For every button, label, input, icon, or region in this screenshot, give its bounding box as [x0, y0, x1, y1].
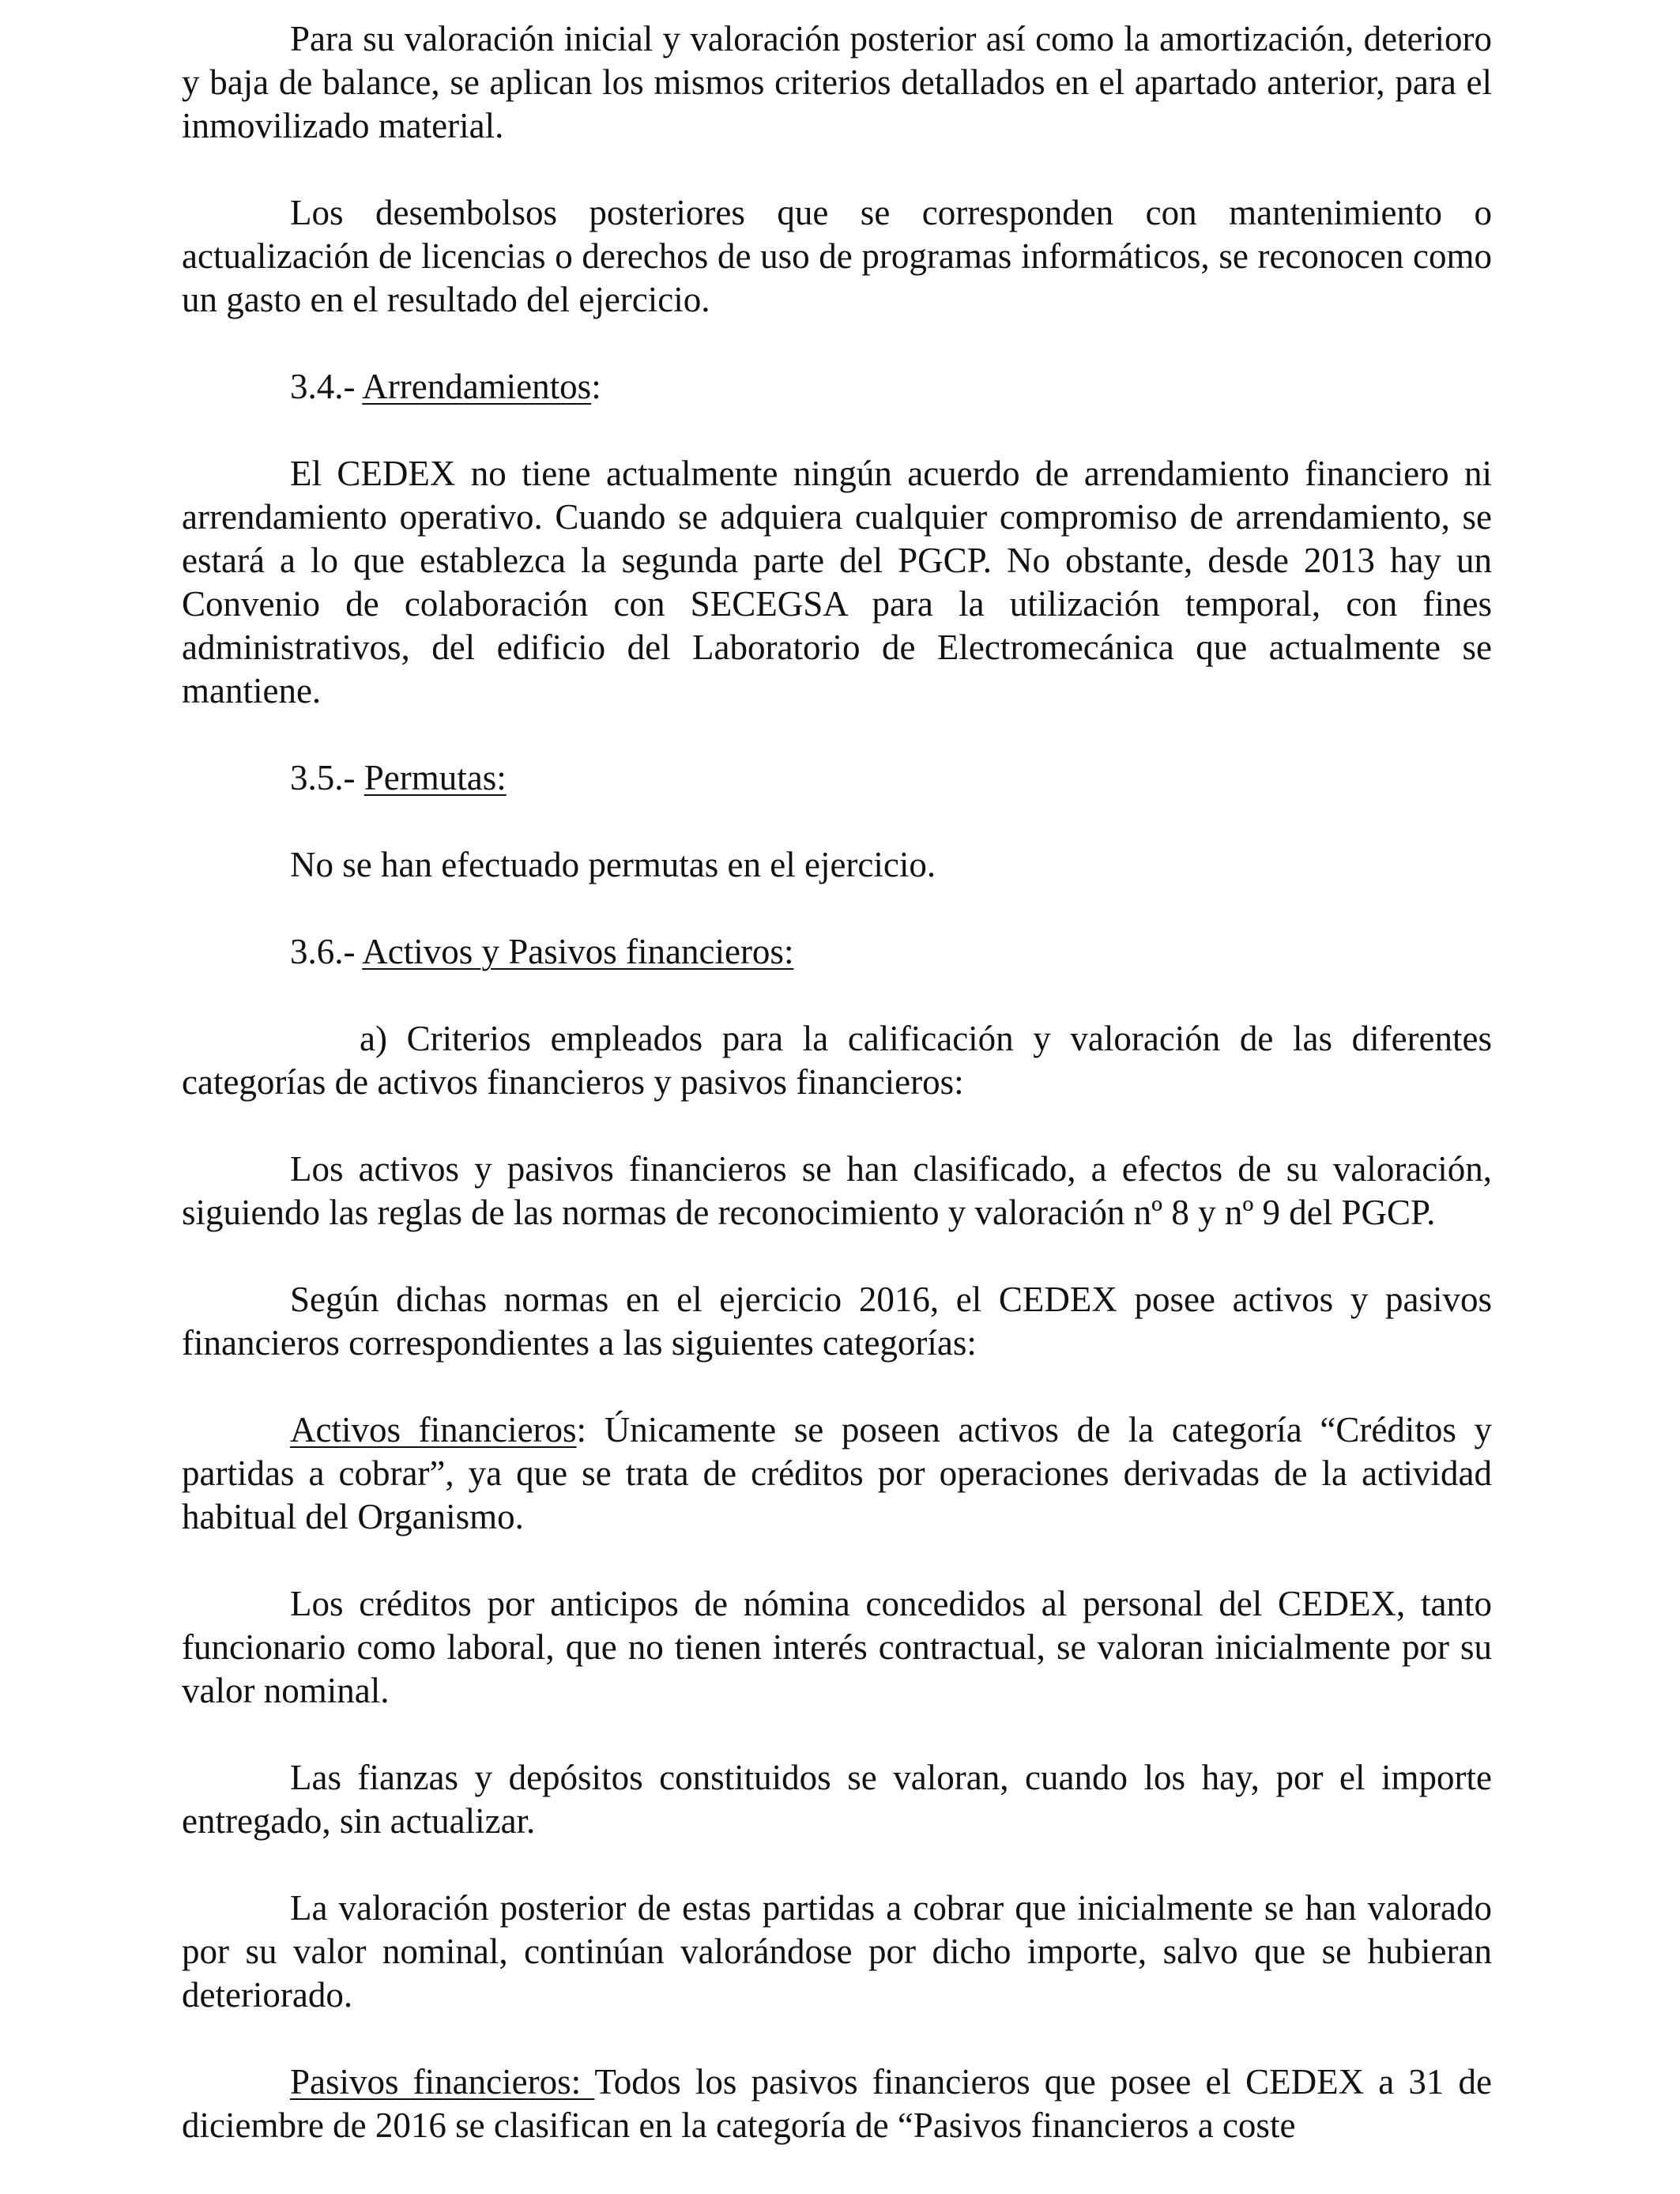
section-number: 3.5.-	[290, 758, 364, 797]
section-title: Permutas:	[363, 758, 507, 797]
document-page	[182, 17, 1492, 2147]
paragraph-activos-financieros	[182, 1408, 1492, 1539]
section-number: 3.4.-	[290, 367, 363, 406]
section-heading-3-6	[182, 930, 1492, 974]
activos-label: Activos financieros	[290, 1410, 577, 1449]
paragraph-valoracion: Para su valoración inicial y valoración posterior así como la amortización, deterioro y baja de balance, se aplican los mismos criterios detallados en el apartado anterior, para el inmovilizado material.	[182, 19, 1492, 145]
paragraph-categorias: Según dichas normas en el ejercicio 2016, el CEDEX posee activos y pasivos financieros correspondientes a las siguientes categorías:	[182, 1280, 1492, 1363]
paragraph-permutas: No se han efectuado permutas en el ejercicio.	[290, 845, 936, 884]
paragraph-clasificacion: Los activos y pasivos financieros se han clasificado, a efectos de su valoración, siguiendo las reglas de las normas de reconocimiento y valoración nº 8 y nº 9 del PGCP.	[182, 1149, 1492, 1232]
section-colon: :	[591, 367, 601, 406]
paragraph-pasivos-financieros	[182, 2060, 1492, 2147]
activos-text: : Únicamente se poseen activos de la categoría “Créditos y partidas a cobrar”, ya que se trata de créditos por operaciones derivadas de la actividad habitual del Organismo.	[182, 1410, 1492, 1536]
section-title: Arrendamientos	[362, 367, 592, 406]
paragraph-anticipos: Los créditos por anticipos de nómina concedidos al personal del CEDEX, tanto funcionario como laboral, que no tienen interés contractual, se valoran inicialmente por su valor nominal.	[182, 1584, 1492, 1710]
section-heading-3-5	[182, 756, 1492, 800]
pasivos-label: Pasivos financieros:	[290, 2062, 595, 2102]
paragraph-fianzas: Las fianzas y depósitos constituidos se valoran, cuando los hay, por el importe entregado, sin actualizar.	[182, 1758, 1492, 1841]
section-heading-3-4	[182, 365, 1492, 409]
section-title: Activos y Pasivos financieros:	[362, 932, 794, 971]
paragraph-desembolsos: Los desembolsos posteriores que se corresponden con mantenimiento o actualización de licencias o derechos de uso de programas informáticos, se reconocen como un gasto en el resultado del ejercicio.	[182, 193, 1492, 319]
section-number: 3.6.-	[290, 932, 363, 971]
paragraph-criterios: a) Criterios empleados para la calificación y valoración de las diferentes categorías de activos financieros y pasivos financieros:	[182, 1019, 1492, 1102]
pasivos-text: Todos los pasivos financieros que posee el CEDEX a 31 de diciembre de 2016 se clasifican en la categoría de “Pasivos financieros a coste	[182, 2062, 1492, 2145]
paragraph-arrendamientos: El CEDEX no tiene actualmente ningún acuerdo de arrendamiento financiero ni arrendamiento operativo. Cuando se adquiera cualquier compromiso de arrendamiento, se estará a lo que establezca la segunda parte del PGCP. No obstante, desde 2013 hay un Convenio de colaboración con SECEGSA para la utilización temporal, con fines administrativos, del edificio del Laboratorio de Electromecánica que actualmente se mantiene.	[182, 454, 1492, 711]
paragraph-valoracion-posterior: La valoración posterior de estas partidas a cobrar que inicialmente se han valorado por su valor nominal, continúan valorándose por dicho importe, salvo que se hubieran deteriorado.	[182, 1888, 1492, 2015]
